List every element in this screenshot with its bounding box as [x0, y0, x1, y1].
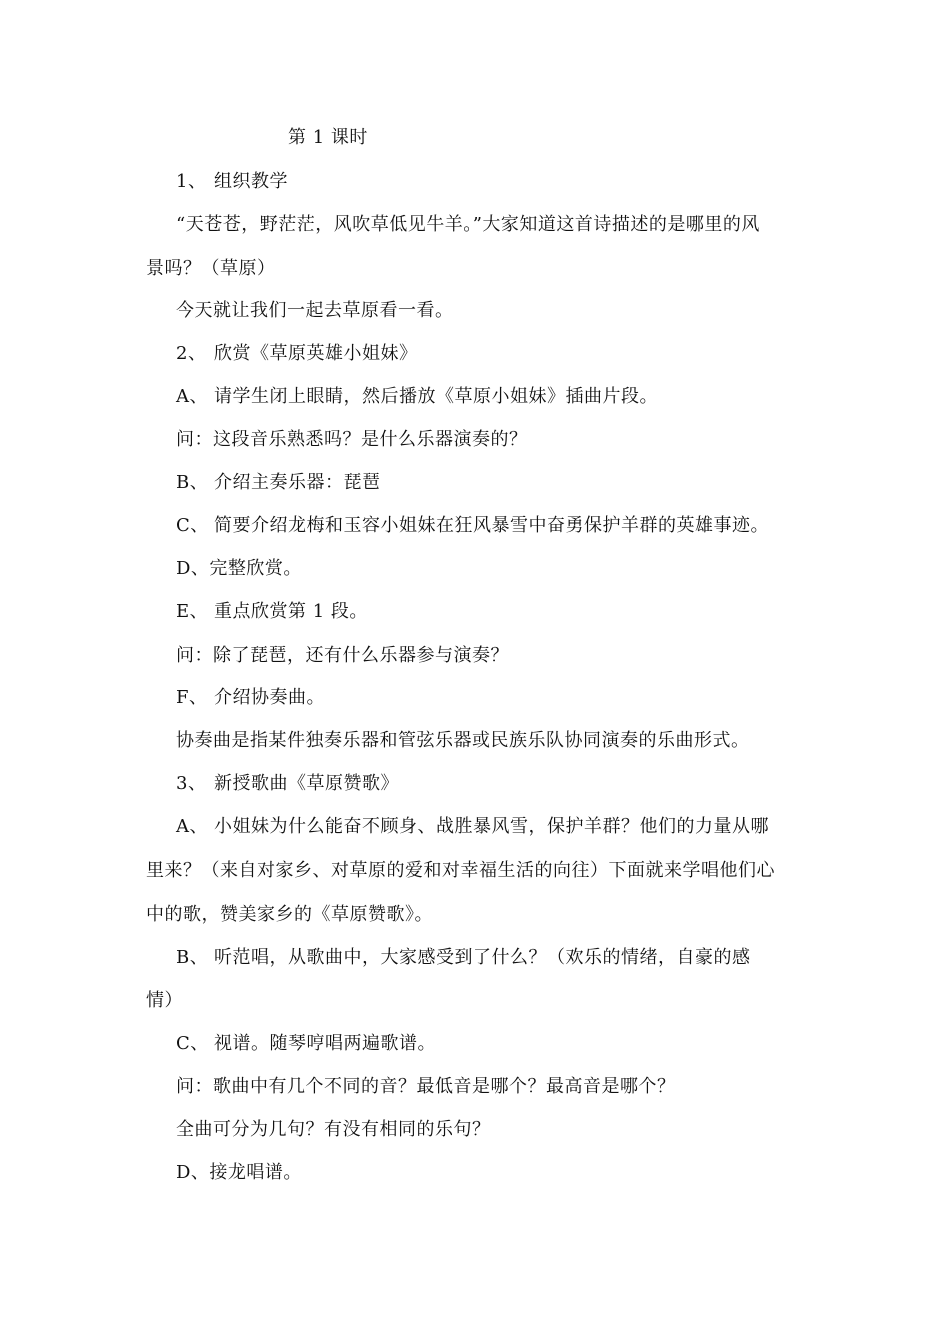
- line-text: 重点欣赏第 1 段。: [214, 601, 368, 622]
- line-text: 小姐妹为什么能奋不顾身、战胜暴风雪，保护羊群？他们的力量从哪: [214, 816, 769, 837]
- line-text: 新授歌曲《草原赞歌》: [214, 773, 399, 794]
- page-title: 第 1 课时: [288, 127, 368, 148]
- line-text: 简要介绍龙梅和玉容小姐妹在狂风暴雪中奋勇保护羊群的英雄事迹。: [214, 515, 769, 536]
- paragraph-line: “天苍苍，野茫茫，风吹草低见牛羊。”大家知道这首诗描述的是哪里的风: [176, 214, 760, 235]
- paragraph-line: 问：除了琵琶，还有什么乐器参与演奏？: [176, 645, 509, 666]
- list-marker: E、: [176, 601, 209, 622]
- list-item: [176, 600, 368, 624]
- section-heading-3: [176, 772, 399, 796]
- list-marker: 2、: [176, 343, 207, 364]
- list-item: [176, 471, 381, 495]
- section-heading-1: [176, 170, 288, 194]
- line-text: 介绍协奏曲。: [214, 687, 325, 708]
- list-item: [176, 1032, 436, 1056]
- paragraph-line: 情）: [146, 990, 183, 1011]
- line-text: 介绍主奏乐器：琵琶: [214, 472, 381, 493]
- section-heading-2: [176, 342, 418, 366]
- list-item: [176, 385, 658, 409]
- list-marker: A、: [176, 386, 208, 407]
- line-text: 组织教学: [214, 171, 288, 192]
- list-marker: 3、: [176, 773, 207, 794]
- line-text: 视谱。随琴哼唱两遍歌谱。: [214, 1033, 436, 1054]
- list-marker: C、: [176, 515, 209, 536]
- list-marker: A、: [176, 816, 208, 837]
- line-text: 请学生闭上眼睛，然后播放《草原小姐妹》插曲片段。: [214, 386, 658, 407]
- paragraph-line: 协奏曲是指某件独奏乐器和管弦乐器或民族乐队协同演奏的乐曲形式。: [176, 730, 750, 751]
- list-marker: F、: [176, 687, 208, 708]
- list-marker: 1、: [176, 171, 207, 192]
- list-marker: C、: [176, 1033, 209, 1054]
- line-text: 听范唱，从歌曲中，大家感受到了什么？（欢乐的情绪，自豪的感: [214, 947, 751, 968]
- list-marker: B、: [176, 472, 209, 493]
- paragraph-line: 中的歌，赞美家乡的《草原赞歌》。: [146, 904, 433, 925]
- paragraph-line: D、完整欣赏。: [176, 558, 302, 579]
- list-marker: B、: [176, 947, 209, 968]
- paragraph-line: 里来？（来自对家乡、对草原的爱和对幸福生活的向往）下面就来学唱他们心: [146, 860, 775, 881]
- paragraph-line: 问：这段音乐熟悉吗？是什么乐器演奏的？: [176, 429, 528, 450]
- paragraph-line: 景吗？（草原）: [146, 258, 276, 279]
- paragraph-line: D、接龙唱谱。: [176, 1162, 302, 1183]
- paragraph-line: 全曲可分为几句？有没有相同的乐句？: [176, 1119, 491, 1140]
- list-item: [176, 946, 751, 970]
- list-item: [176, 514, 769, 538]
- paragraph-line: 问：歌曲中有几个不同的音？最低音是哪个？最高音是哪个？: [176, 1076, 676, 1097]
- line-text: 欣赏《草原英雄小姐妹》: [214, 343, 418, 364]
- paragraph-line: 今天就让我们一起去草原看一看。: [176, 300, 454, 321]
- list-item: [176, 686, 325, 710]
- list-item: [176, 815, 769, 839]
